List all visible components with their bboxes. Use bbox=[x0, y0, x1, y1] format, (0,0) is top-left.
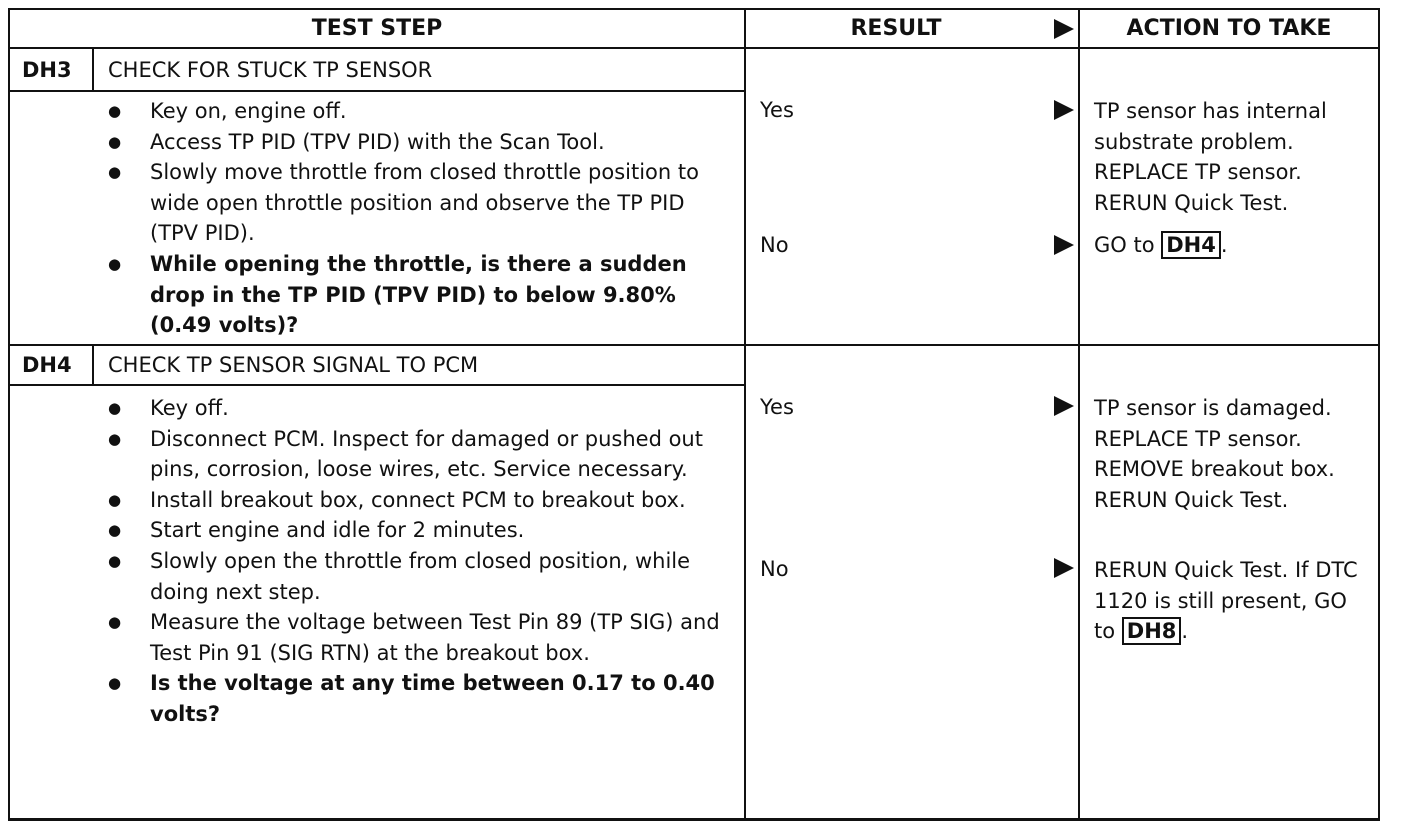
step-title-dh4: CHECK TP SENSOR SIGNAL TO PCM bbox=[108, 353, 479, 377]
list-item: ● Slowly open the throttle from closed position, while doing next step. bbox=[108, 546, 728, 607]
dh4-action-no-suffix: . bbox=[1181, 619, 1189, 644]
list-item: ● Disconnect PCM. Inspect for damaged or pushed out pins, corrosion, loose wires, etc. Service necessary. bbox=[108, 424, 728, 485]
header-action: ACTION TO TAKE bbox=[1126, 15, 1332, 41]
list-item: ● Key on, engine off. bbox=[108, 96, 728, 127]
dh3-action-no bbox=[1094, 230, 1370, 261]
dh3-yes-arrow-icon bbox=[1054, 100, 1074, 120]
table-bottom-border bbox=[8, 818, 1380, 821]
dh4-result-yes: Yes bbox=[760, 395, 794, 419]
header-bottom-rule bbox=[8, 47, 1380, 49]
table-right-border bbox=[1378, 8, 1380, 821]
dh4-no-arrow-icon bbox=[1054, 558, 1074, 578]
dh3-action-no-suffix: . bbox=[1220, 233, 1228, 257]
dh4-result-no: No bbox=[760, 557, 789, 581]
dh4-id-divider bbox=[92, 346, 94, 385]
dh4-action-no bbox=[1094, 555, 1370, 647]
list-item: ● Install breakout box, connect PCM to breakout box. bbox=[108, 485, 728, 516]
dh3-bullet-list bbox=[108, 96, 728, 341]
header-test-step: TEST STEP bbox=[311, 15, 443, 41]
step-title-dh3: CHECK FOR STUCK TP SENSOR bbox=[108, 58, 433, 82]
step-question: ● While opening the throttle, is there a sudden drop in the TP PID (TPV PID) to below 9.80% (0.49 volts)? bbox=[108, 249, 728, 341]
dh4-action-no-text: RERUN Quick Test. If DTC 1120 is still present, GO to bbox=[1094, 558, 1358, 644]
list-item: ● Slowly move throttle from closed throttle position to wide open throttle position and observe the TP PID (TPV PID). bbox=[108, 157, 728, 249]
dh3-title-rule bbox=[8, 90, 746, 92]
header-arrow-icon bbox=[1054, 19, 1074, 39]
dh4-ref-dh8[interactable]: DH8 bbox=[1122, 617, 1182, 645]
column-divider-result bbox=[744, 8, 746, 821]
dh3-ref-dh4[interactable]: DH4 bbox=[1161, 231, 1221, 259]
dh4-action-yes: TP sensor is damaged. REPLACE TP sensor. REMOVE breakout box. RERUN Quick Test. bbox=[1094, 396, 1335, 512]
list-item: ● Access TP PID (TPV PID) with the Scan Tool. bbox=[108, 127, 728, 158]
step-question: ● Is the voltage at any time between 0.17 to 0.40 volts? bbox=[108, 668, 728, 729]
dh4-bullet-list bbox=[108, 393, 728, 730]
step-id-dh3: DH3 bbox=[22, 58, 72, 82]
table-left-border bbox=[8, 8, 10, 821]
dh3-action-yes: TP sensor has internal substrate problem. REPLACE TP sensor. RERUN Quick Test. bbox=[1094, 99, 1327, 215]
column-divider-action bbox=[1078, 8, 1080, 821]
dh3-result-yes: Yes bbox=[760, 98, 794, 122]
dh3-action-no-text: GO to bbox=[1094, 233, 1155, 257]
dh4-title-rule bbox=[8, 384, 746, 386]
dh3-no-arrow-icon bbox=[1054, 235, 1074, 255]
row-divider-dh4 bbox=[8, 344, 1380, 346]
list-item: ● Measure the voltage between Test Pin 89 (TP SIG) and Test Pin 91 (SIG RTN) at the breakout box. bbox=[108, 607, 728, 668]
list-item: ● Key off. bbox=[108, 393, 728, 424]
dh3-result-no: No bbox=[760, 233, 789, 257]
dh4-yes-arrow-icon bbox=[1054, 396, 1074, 416]
list-item: ● Start engine and idle for 2 minutes. bbox=[108, 515, 728, 546]
step-id-dh4: DH4 bbox=[22, 353, 72, 377]
header-result: RESULT bbox=[850, 15, 942, 41]
dh3-id-divider bbox=[92, 49, 94, 91]
